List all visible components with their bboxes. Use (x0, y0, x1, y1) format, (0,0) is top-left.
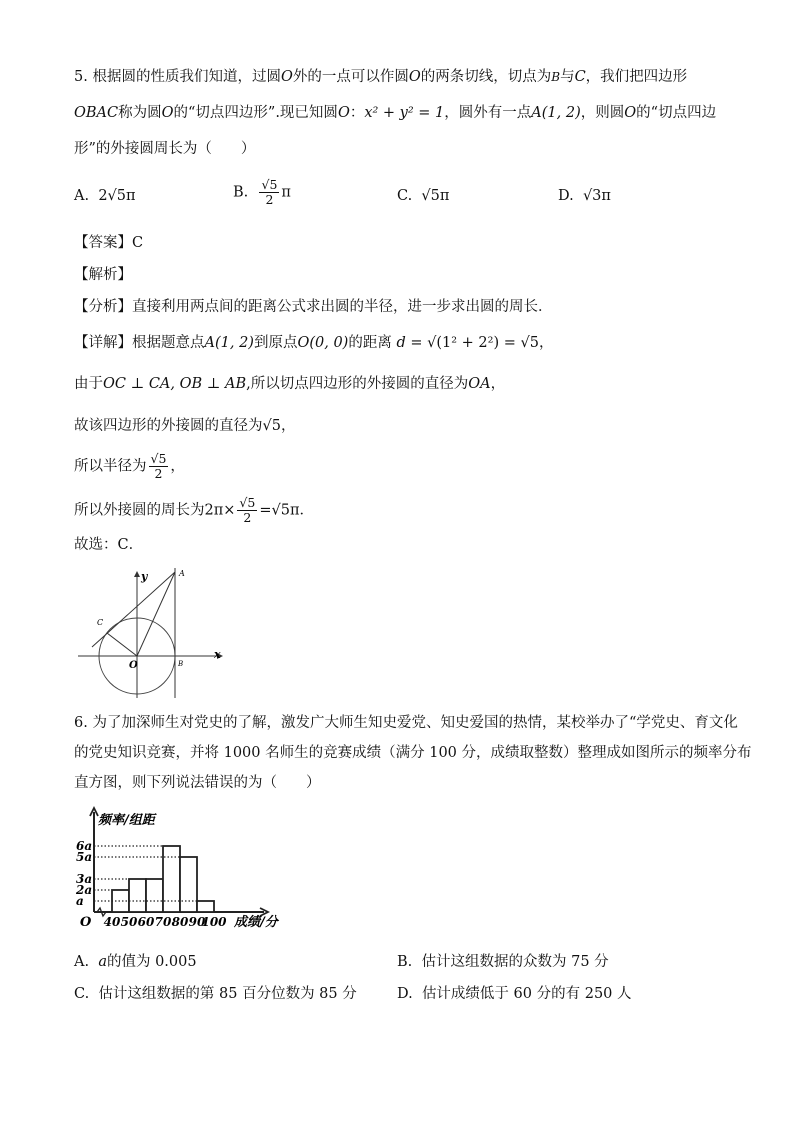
option-label: A. (74, 954, 90, 970)
q5-text: ，我们把四边形 (585, 69, 688, 85)
q5-perimeter-line (74, 496, 314, 525)
q5-text: 所以半径为 (74, 458, 147, 475)
q6-option-a (74, 952, 197, 972)
q5-because-line (74, 374, 505, 394)
x-tick-label: 70 (154, 915, 172, 929)
q5-diameter-value: √5 (262, 418, 281, 434)
option-text: 估计这组数据的众数为 75 分 (421, 954, 609, 970)
q5-text: 由于 (74, 376, 103, 392)
option-text: 估计成绩低于 60 分的有 250 人 (421, 986, 632, 1002)
fraction-denominator: 2 (265, 192, 274, 207)
x-tick-label: 60 (137, 915, 155, 929)
fraction-denominator: 2 (243, 510, 252, 525)
q5-var-d: d (396, 335, 406, 351)
label-A: A (179, 569, 185, 578)
histogram-bar (129, 879, 146, 912)
q5-perimeter-fraction (237, 496, 257, 525)
label-B: B (178, 660, 184, 668)
q5-var-O: O (408, 69, 421, 85)
option-label: D. (397, 986, 413, 1002)
answer-value: C (132, 235, 144, 251)
q5-fenxi (74, 297, 553, 317)
label-O: O (129, 660, 138, 671)
q5-distance-equation: = √(1² + 2²) = √5 (410, 335, 539, 351)
q5-geometry-figure (74, 562, 234, 700)
q5-var-O: O (624, 105, 637, 121)
q6-text: 为了加深师生对党史的了解，激发广大师生知史爱党、知史爱国的热情，某校举办了“学党史、育文化 (92, 715, 738, 731)
histogram-bar (146, 879, 163, 912)
q5-option-b (233, 178, 291, 207)
q5-diameter-line (74, 416, 295, 436)
q5-var-O: O (337, 105, 350, 121)
label-x: x (214, 648, 221, 661)
origin-label: O (80, 915, 92, 930)
q5-var-O: O (280, 69, 293, 85)
option-label: C. (74, 986, 90, 1002)
option-pi: π (281, 184, 291, 201)
q5-radius-line (74, 452, 185, 481)
q5-text: ． (299, 502, 314, 519)
x-tick-label: 50 (120, 915, 138, 929)
option-value: √5π (421, 188, 450, 204)
q5-segment-OA: OA (468, 376, 491, 392)
answer-label: 【答案】 (74, 235, 132, 251)
tangent-line-AC (92, 572, 175, 647)
q5-text: 外的一点可以作圆 (292, 69, 409, 85)
q5-radius-fraction (149, 452, 169, 481)
xiangjie-label: 【详解】 (74, 335, 132, 351)
q5-conclusion: 故选：C． (74, 537, 144, 553)
q5-option-a (74, 186, 136, 206)
y-tick-label: 2a (76, 883, 93, 897)
q6-option-d (397, 984, 632, 1004)
histogram-bar (180, 857, 197, 912)
q5-text: ， (170, 458, 185, 475)
segment-OC (107, 633, 137, 656)
q5-perimeter-result: =√5π (259, 502, 300, 519)
label-y: y (141, 570, 148, 583)
x-tick-label: 90 (188, 915, 206, 929)
q5-text: ,所以切点四边形的外接圆的直径为 (246, 376, 469, 392)
q5-point-A: A(1, 2) (531, 105, 581, 121)
q5-xiangjie (74, 333, 553, 353)
q5-text: ， (280, 418, 296, 434)
y-tick-label: 3a (76, 872, 93, 886)
q5-text: ，圆外有一点 (444, 105, 532, 121)
q5-point-O: O(0, 0) (297, 335, 349, 351)
q5-text: 根据圆的性质我们知道，过圆 (92, 69, 281, 85)
option-label: D. (558, 188, 574, 204)
q5-text: ， (538, 335, 554, 351)
x-tick-label: 100 (201, 915, 227, 929)
q5-text: 的“切点四边 (636, 105, 717, 121)
fenxi-label: 【分析】 (74, 299, 132, 315)
y-tick-label: 6a (76, 839, 93, 853)
q6-option-b (397, 952, 609, 972)
q5-text: 称为圆 (118, 105, 162, 121)
option-text: 估计这组数据的第 85 百分位数为 85 分 (98, 986, 357, 1002)
option-text: 的值为 0.005 (106, 954, 197, 970)
q6-stem-line3: 直方图，则下列说法错误的为（ ） (74, 775, 321, 791)
option-label: C. (397, 188, 413, 204)
option-label: B. (233, 184, 249, 201)
option-label: A. (74, 188, 90, 204)
q5-analysis-label: 【解析】 (74, 267, 132, 283)
q5-text: 故该四边形的外接圆的直径为 (74, 418, 263, 434)
histogram-bar (163, 846, 180, 912)
q5-text: 根据题意点 (132, 335, 205, 351)
q5-text: ： (349, 105, 365, 121)
q5-stem-line2 (74, 103, 716, 123)
q5-option-d (558, 186, 611, 206)
q5-text: 到原点 (253, 335, 298, 351)
fraction-numerator: √5 (261, 177, 278, 192)
q5-text: 与 (560, 69, 575, 85)
q5-var-OBAC: OBAC (74, 105, 119, 121)
q5-text: ， (490, 376, 506, 392)
option-label: B. (397, 954, 413, 970)
q5-var-O: O (161, 105, 174, 121)
q5-var-B: B (551, 70, 561, 84)
q5-text: ，则圆 (580, 105, 625, 121)
q5-text: 所以外接圆的周长为 (74, 502, 205, 519)
q5-text: 的“切点四边形”.现已知圆 (173, 105, 338, 121)
q5-perimeter-pre: 2π× (204, 502, 236, 519)
y-tick-label: 5a (76, 850, 93, 864)
fraction-denominator: 2 (154, 466, 163, 481)
q5-option-c (397, 186, 449, 206)
q6-stem-line2: 的党史知识竞赛，并将 1000 名师生的竞赛成绩（满分 100 分，成绩取整数）整理成如图所示的频率分布 (74, 745, 752, 761)
x-tick-label: 80 (171, 915, 189, 929)
option-value: 2√5π (98, 188, 136, 204)
q5-number: 5. (74, 69, 88, 85)
q5-point-A: A(1, 2) (204, 335, 254, 351)
y-axis-label: 频率/组距 (98, 813, 155, 828)
q5-var-C: C (574, 69, 586, 85)
q5-perpendicular-relations: OC ⊥ CA, OB ⊥ AB (103, 376, 247, 392)
q5-text: 的距离 (348, 335, 392, 351)
x-tick-label: 40 (103, 915, 121, 929)
q5-stem-line1 (74, 67, 687, 87)
fenxi-text: 直接利用两点间的距离公式求出圆的半径，进一步求出圆的周长． (132, 299, 553, 315)
q6-histogram (74, 804, 299, 934)
q6-number: 6. (74, 715, 88, 731)
y-tick-label: a (76, 894, 84, 908)
q5-circle-equation: x² + y² = 1 (364, 105, 445, 121)
option-var-a: a (98, 954, 107, 970)
fraction-numerator: √5 (239, 495, 256, 510)
option-value: √3π (582, 188, 611, 204)
q5-stem-line3: 形”的外接圆周长为（ ） (74, 141, 256, 157)
q6-option-c (74, 984, 357, 1004)
histogram-bar (197, 901, 214, 912)
fraction-numerator: √5 (150, 451, 167, 466)
segment-OA (137, 572, 175, 656)
q5-text: 的两条切线，切点为 (420, 69, 552, 85)
q6-stem-line1 (74, 713, 738, 733)
option-fraction (259, 178, 279, 207)
label-C: C (97, 618, 104, 627)
x-axis-label: 成绩/分 (234, 915, 278, 930)
q5-answer (74, 233, 143, 253)
